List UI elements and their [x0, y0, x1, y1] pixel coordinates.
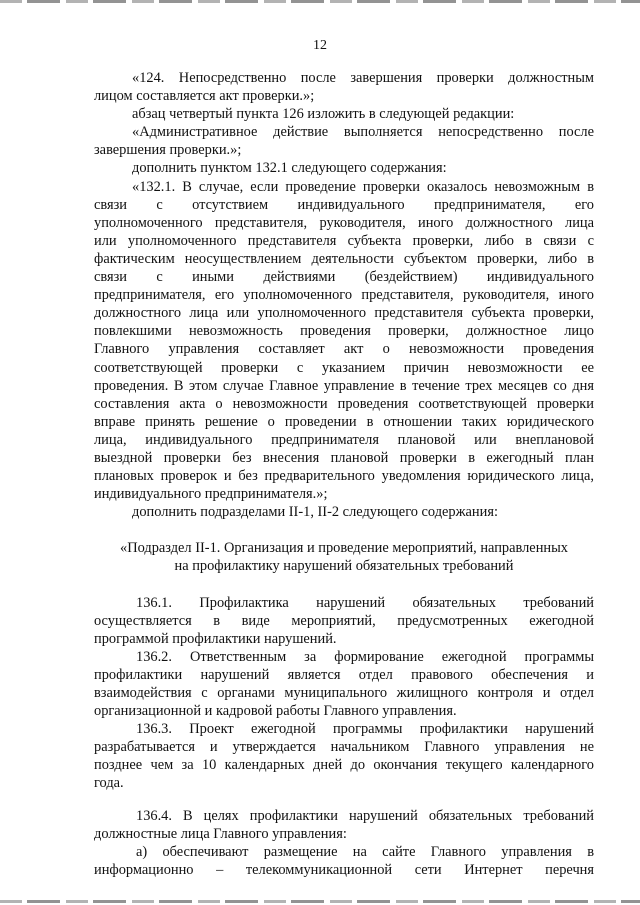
text-line: плановых проверок и без предварительного уведомления юридического лица,: [94, 468, 594, 485]
scan-edge-bottom: [0, 900, 640, 903]
text-line: проведения. В этом случае Главное управление в течение трех месяцев со дня: [94, 377, 594, 394]
heading-line: на профилактику нарушений обязательных требований: [174, 558, 514, 575]
text-line: повлекшими невозможность проведения проверки, должностное лицо: [94, 323, 594, 340]
text-line: разрабатывается и утверждается начальником Главного управления не: [94, 739, 594, 756]
text-line: взаимодействия с органами муниципального жилищного контроля и отдел: [94, 685, 594, 701]
text-line: связи с иными действиями (бездействием) индивидуального: [94, 269, 594, 286]
text-line: Главного управления составляет акт о невозможности проведения: [94, 341, 594, 358]
paragraph-136-4: [94, 807, 594, 843]
text-line: абзац четвертый пункта 126 изложить в следующей редакции:: [132, 106, 515, 123]
text-line: информационно – телекоммуникационной сети Интернет перечня: [94, 861, 594, 878]
text-line: организационной и кадровой работы Главного управления.: [94, 703, 457, 720]
instruction-subsections: [94, 503, 594, 521]
text-line: связи с отсутствием индивидуального предпринимателя, его: [94, 196, 594, 213]
text-line: лицом составляется акт проверки.»;: [94, 88, 315, 105]
item-a: [94, 843, 594, 879]
paragraph-136-1: [94, 594, 594, 648]
spacer: [94, 576, 594, 594]
text-line: составления акта о невозможности проведения соответствующей проверки: [94, 395, 594, 412]
text-line: осуществляется в виде мероприятий, предусмотренных ежегодной: [94, 612, 594, 629]
text-line: должностные лица Главного управления:: [94, 825, 347, 842]
text-line: программой профилактики нарушений.: [94, 630, 337, 647]
text-line: 136.4. В целях профилактики нарушений обязательных требований: [136, 807, 594, 824]
text-line: соответствующей проверки с указанием причин невозможности ее: [94, 359, 594, 376]
text-line: уполномоченного представителя, руководителя, иного должностного лица: [94, 214, 594, 231]
instruction-132-1: [94, 159, 594, 177]
text-line: лица, индивидуального предпринимателя плановой или внеплановой: [94, 431, 594, 448]
text-line: позднее чем за 10 календарных дней до окончания текущего календарного: [94, 757, 594, 774]
text-line: 136.1. Профилактика нарушений обязательных требований: [136, 594, 594, 611]
text-line: должностного лица или уполномоченного представителя субъекта проверки,: [94, 305, 594, 322]
text-line: или уполномоченного представителя субъекта проверки, либо в связи с: [94, 232, 594, 249]
text-line: выездной проверки без внесения плановой проверки в ежегодный план: [94, 449, 594, 466]
text-line: вправе принять решение о проведении в отношении таких юридического: [94, 413, 594, 430]
text-line: «Административное действие выполняется непосредственно после: [132, 124, 594, 141]
page-number: 12: [313, 38, 327, 53]
paragraph-136-3: [94, 720, 594, 792]
scan-edge-top: [0, 0, 640, 3]
text-line: завершения проверки.»;: [94, 142, 242, 159]
admin-action-text: [94, 123, 594, 159]
subsection-heading: [94, 539, 594, 575]
spacer: [94, 521, 594, 539]
text-line: года.: [94, 775, 124, 792]
text-line: предпринимателя, его уполномоченного представителя, руководителя, иного: [94, 287, 594, 304]
text-line: фактическим неосуществлением деятельности субъектом проверки, либо в: [94, 250, 594, 267]
text-line: дополнить пунктом 132.1 следующего содержания:: [132, 160, 447, 177]
paragraph-132-1: [94, 178, 594, 504]
amendment-124: [94, 69, 594, 105]
text-line: а) обеспечивают размещение на сайте Главного управления в: [136, 843, 594, 860]
instruction-126: [94, 105, 594, 123]
heading-line: «Подраздел II-1. Организация и проведение мероприятий, направленных: [120, 540, 568, 557]
text-line: 136.3. Проект ежегодной программы профилактики нарушений: [136, 721, 594, 738]
spacer: [94, 793, 594, 807]
text-line: профилактики нарушений является отдел правового обеспечения и: [94, 666, 594, 683]
text-line: «132.1. В случае, если проведение проверки оказалось невозможным в: [132, 178, 594, 195]
text-line: индивидуального предпринимателя.»;: [94, 486, 328, 503]
text-line: дополнить подразделами II-1, II-2 следующего содержания:: [132, 504, 498, 521]
document-body: [94, 69, 594, 879]
paragraph-136-2: [94, 648, 594, 720]
text-line: 136.2. Ответственным за формирование ежегодной программы: [136, 648, 594, 665]
text-line: «124. Непосредственно после завершения проверки должностным: [132, 70, 594, 86]
